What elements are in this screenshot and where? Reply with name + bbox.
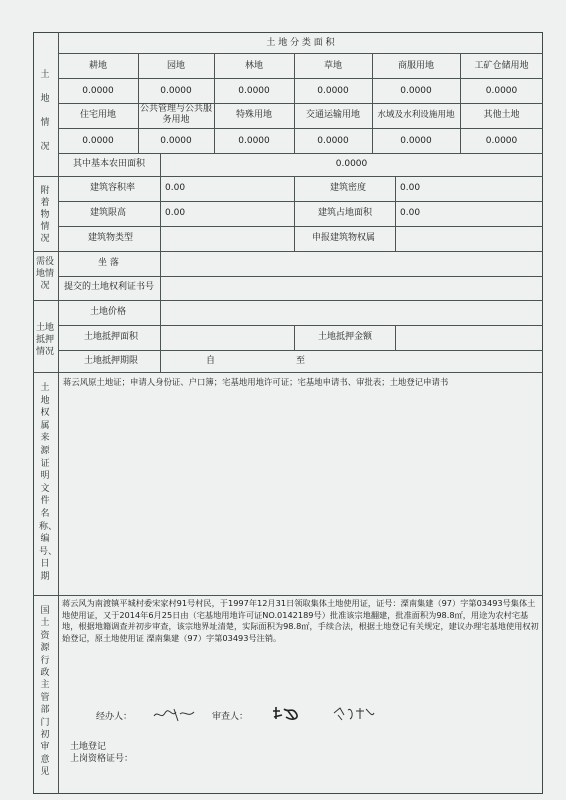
required-land-location-label: 坐 落 — [98, 258, 119, 268]
footprint-area-value: 0.00 — [400, 208, 421, 218]
height-limit-value: 0.00 — [165, 208, 186, 218]
header-cultivated-land: 耕地 — [88, 61, 107, 71]
approver-signature — [332, 705, 376, 723]
header-public-service-land: 公共管理与公共服务用地 — [140, 104, 213, 125]
qualification-cert-label: 上岗资格证号： — [70, 754, 134, 764]
header-residential-land: 住宅用地 — [79, 110, 116, 120]
farmland-label: 其中基本农田面积 — [73, 159, 146, 169]
building-ownership-label: 申报建筑物权属 — [312, 233, 376, 243]
header-special-land: 特殊用地 — [235, 110, 272, 120]
value-residential-land: 0.0000 — [82, 136, 114, 146]
value-garden-land: 0.0000 — [160, 86, 192, 96]
land-registration-label: 土地登记 — [70, 742, 107, 752]
mortgage-period-label: 土地抵押期限 — [84, 356, 139, 366]
header-garden-land: 园地 — [166, 61, 185, 71]
required-land-cert-label: 提交的土地权利证书号 — [64, 282, 155, 292]
section-label-land-situation: 土地情况 — [40, 70, 50, 152]
header-industrial-land: 工矿仓储用地 — [474, 61, 529, 71]
mortgage-amount-label: 土地抵押金额 — [318, 332, 373, 342]
value-public-service-land: 0.0000 — [160, 136, 192, 146]
value-forest-land: 0.0000 — [238, 86, 270, 96]
land-class-title: 土 地 分 类 面 积 — [266, 38, 335, 48]
header-commercial-land: 商服用地 — [397, 61, 434, 71]
footprint-area-label: 建筑占地面积 — [318, 208, 373, 218]
value-cultivated-land: 0.0000 — [82, 86, 114, 96]
section-label-mortgage: 土地抵押情况 — [36, 323, 55, 357]
land-price-label: 土地价格 — [90, 307, 127, 317]
header-transport-land: 交通运输用地 — [305, 110, 360, 120]
plot-ratio-value: 0.00 — [165, 183, 186, 193]
value-special-land: 0.0000 — [238, 136, 270, 146]
initial-review-text: 蒋云风为南渡镇平城村委宋家村91号村民，于1997年12月31日领取集体土地使用证，证号：溧南集建（97）字第03493号集体土地使用证，又于2014年6月25日由（宅基地用地许可证NO.0142189号）批准该宗地翻建，批准面积为98.8㎡，用途为农村宅基地，根据地籍调查并初步审查，该宗地界址清楚，实际面积为98.8㎡，手续合法，根据土地登记有关规定，建议办理宅基地使用权初始登记，原土地使用证 溧南集建（97）字第03493号注销。 — [62, 598, 539, 643]
source-documents-text: 蒋云风原土地证；申请人身份证、户口簿；宅基地用地许可证；宅基地申请书、审批表；土地登记申请书 — [63, 377, 449, 387]
header-other-land: 其他土地 — [483, 110, 520, 120]
header-forest-land: 林地 — [244, 61, 263, 71]
reviewer-label: 审查人： — [212, 712, 249, 722]
section-label-initial-review: 国土资源行政主管部门初审意见 — [40, 606, 50, 778]
value-grassland: 0.0000 — [317, 86, 349, 96]
building-type-label: 建筑物类型 — [88, 233, 134, 243]
handler-label: 经办人： — [96, 712, 133, 722]
value-industrial-land: 0.0000 — [485, 86, 518, 96]
value-transport-land: 0.0000 — [317, 136, 349, 146]
building-density-value: 0.00 — [400, 183, 421, 193]
value-other-land: 0.0000 — [485, 136, 518, 146]
header-water-land: 水域及水利设施用地 — [377, 110, 455, 120]
section-label-required-land: 需役地情况 — [36, 257, 55, 291]
mortgage-area-label: 土地抵押面积 — [84, 332, 139, 342]
building-density-label: 建筑密度 — [330, 183, 367, 193]
plot-ratio-label: 建筑容积率 — [90, 183, 136, 193]
mortgage-period-to: 至 — [296, 356, 306, 366]
height-limit-label: 建筑限高 — [90, 208, 127, 218]
section-label-attachments: 附着物情况 — [40, 186, 50, 244]
section-label-source-documents: 土地权属来源证明文件名称、编号、日期 — [39, 383, 58, 582]
reviewer-signature — [270, 705, 300, 723]
value-water-land: 0.0000 — [400, 136, 432, 146]
farmland-value: 0.0000 — [335, 159, 368, 169]
value-commercial-land: 0.0000 — [400, 86, 432, 96]
mortgage-period-from: 自 — [206, 356, 216, 366]
header-grassland: 草地 — [323, 61, 342, 71]
handler-signature — [152, 706, 196, 724]
